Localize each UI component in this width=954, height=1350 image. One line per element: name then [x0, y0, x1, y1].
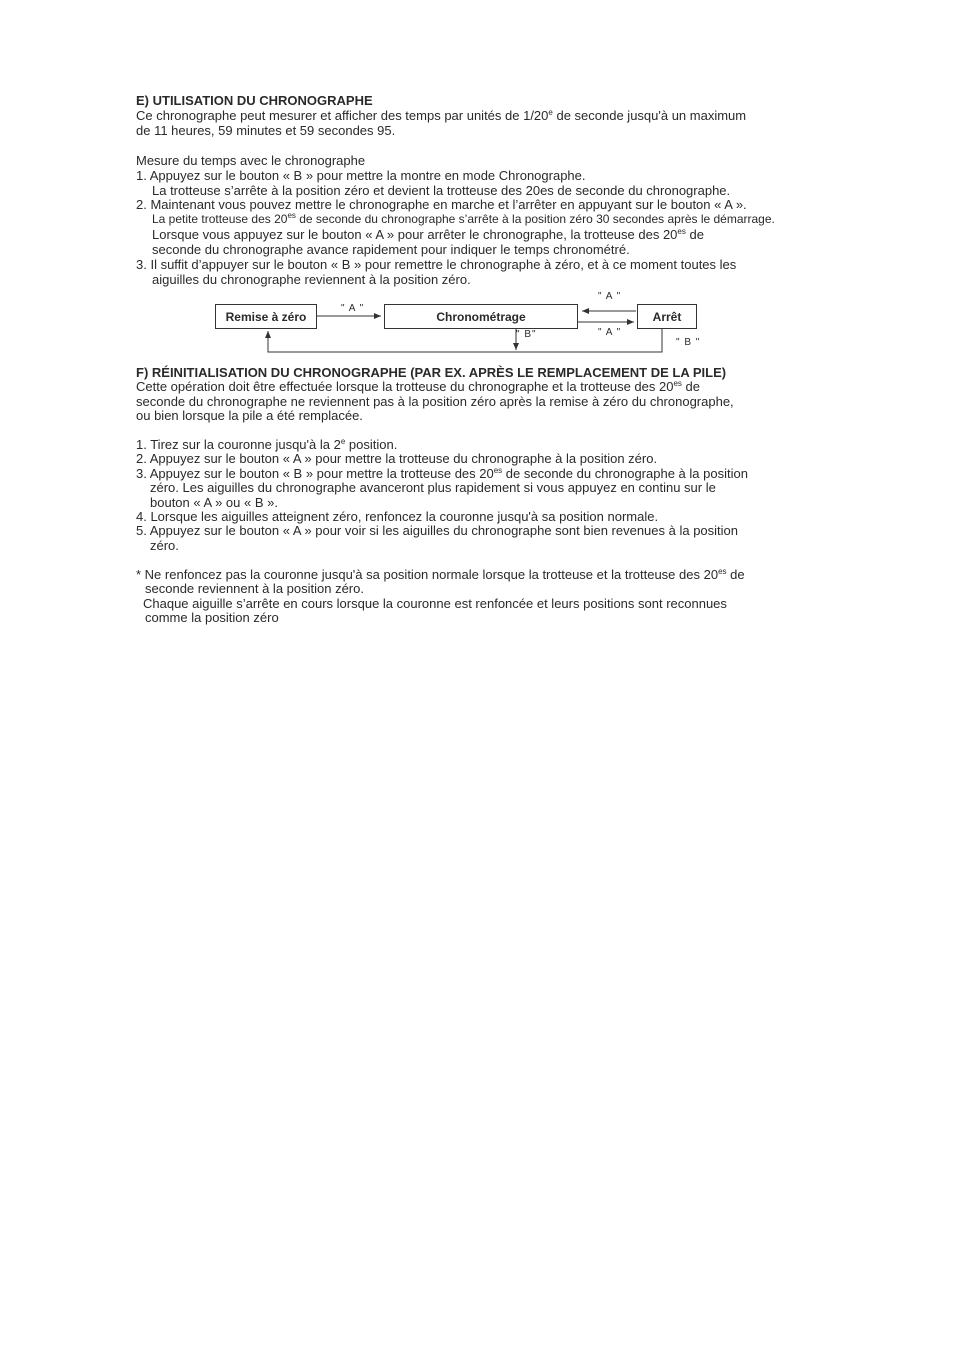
- section-e-step-1: 1. Appuyez sur le bouton « B » pour mettre la montre en mode Chronographe.: [136, 168, 586, 183]
- section-f-step-3-detail-1: zéro. Les aiguilles du chronographe avanceront plus rapidement si vous appuyez en continu sur le: [150, 480, 716, 495]
- section-f-step-3: 3. Appuyez sur le bouton « B » pour mettre la trotteuse des $20^{es}$ de seconde du chronographe à la position: [136, 466, 748, 481]
- section-f-step-3-detail-2: bouton « A » ou « B ».: [150, 495, 278, 510]
- label-a-top: " A ": [598, 291, 622, 302]
- section-e-step-2-detail-3: seconde du chronographe avance rapidement pour indiquer le temps chronométré.: [152, 242, 630, 257]
- section-f-title: F) RÉINITIALISATION DU CHRONOGRAPHE (PAR EX. APRÈS LE REMPLACEMENT DE LA PILE): [136, 365, 727, 380]
- box-stop: Arrêt: [637, 304, 697, 329]
- section-f-note-4: comme la position zéro: [145, 610, 279, 625]
- section-f-step-1: 1. Tirez sur la couronne jusqu'à la 2e position.: [136, 437, 398, 452]
- section-f-step-4: 4. Lorsque les aiguilles atteignent zéro, renfoncez la couronne jusqu'à sa position normale.: [136, 509, 659, 524]
- section-e-intro-line-2: de 11 heures, 59 minutes et 59 secondes 95.: [136, 123, 396, 138]
- section-f-para-line-1: Cette opération doit être effectuée lorsque la trotteuse du chronographe et la trotteuse des $20^{es}$ de: [136, 379, 700, 394]
- label-a-bottom: " A ": [598, 327, 622, 338]
- section-f-para-line-2: seconde du chronographe ne reviennent pas à la position zéro après la remise à zéro du chronographe,: [136, 394, 734, 409]
- section-e-step-1-detail: La trotteuse s’arrête à la position zéro et devient la trotteuse des 20es de seconde du chronographe.: [152, 183, 731, 198]
- section-f-step-5-detail: zéro.: [150, 538, 179, 553]
- label-b-stop: " B ": [676, 337, 701, 348]
- section-e-step-3: 3. Il suffit d’appuyer sur le bouton « B » pour remettre le chronographe à zéro, et à ce moment toutes les: [136, 257, 737, 272]
- section-f-step-5: 5. Appuyez sur le bouton « A » pour voir si les aiguilles du chronographe sont bien revenues à la position: [136, 523, 739, 538]
- section-f-note-2: seconde reviennent à la position zéro.: [145, 581, 364, 596]
- section-e-step-2: 2. Maintenant vous pouvez mettre le chronographe en marche et l’arrêter en appuyant sur le bouton « A ».: [136, 197, 747, 212]
- label-b-chrono: " B": [516, 329, 537, 340]
- section-f-note-1: * Ne renfoncez pas la couronne jusqu'à sa position normale lorsque la trotteuse et la trotteuse des $20^{es}$ de: [136, 567, 745, 582]
- section-e-step-3-detail: aiguilles du chronographe reviennent à la position zéro.: [152, 272, 471, 287]
- section-f-para-line-3: ou bien lorsque la pile a été remplacée.: [136, 408, 363, 423]
- section-f-step-2: 2. Appuyez sur le bouton « A » pour mettre la trotteuse du chronographe à la position zéro.: [136, 451, 658, 466]
- box-chrono: Chronométrage: [384, 304, 578, 329]
- box-reset: Remise à zéro: [215, 304, 317, 329]
- section-e-step-2-detail-2: Lorsque vous appuyez sur le bouton « A » pour arrêter le chronographe, la trotteuse des $20^{es}$ de: [152, 227, 704, 242]
- label-a-reset: " A ": [341, 303, 365, 314]
- section-e-intro-line-1: Ce chronographe peut mesurer et afficher des temps par unités de 1/20e de seconde jusqu'à un maximum: [136, 108, 747, 123]
- section-e-step-2-detail-1: La petite trotteuse des $20^{es}$ de seconde du chronographe s’arrête à la position zéro 30 secondes après le démarrage.: [152, 211, 775, 226]
- section-f-note-3: Chaque aiguille s’arrête en cours lorsque la couronne est renfoncée et leurs positions sont reconnues: [143, 596, 727, 611]
- section-e-subtitle: Mesure du temps avec le chronographe: [136, 153, 366, 168]
- section-e-title: E) UTILISATION DU CHRONOGRAPHE: [136, 93, 373, 108]
